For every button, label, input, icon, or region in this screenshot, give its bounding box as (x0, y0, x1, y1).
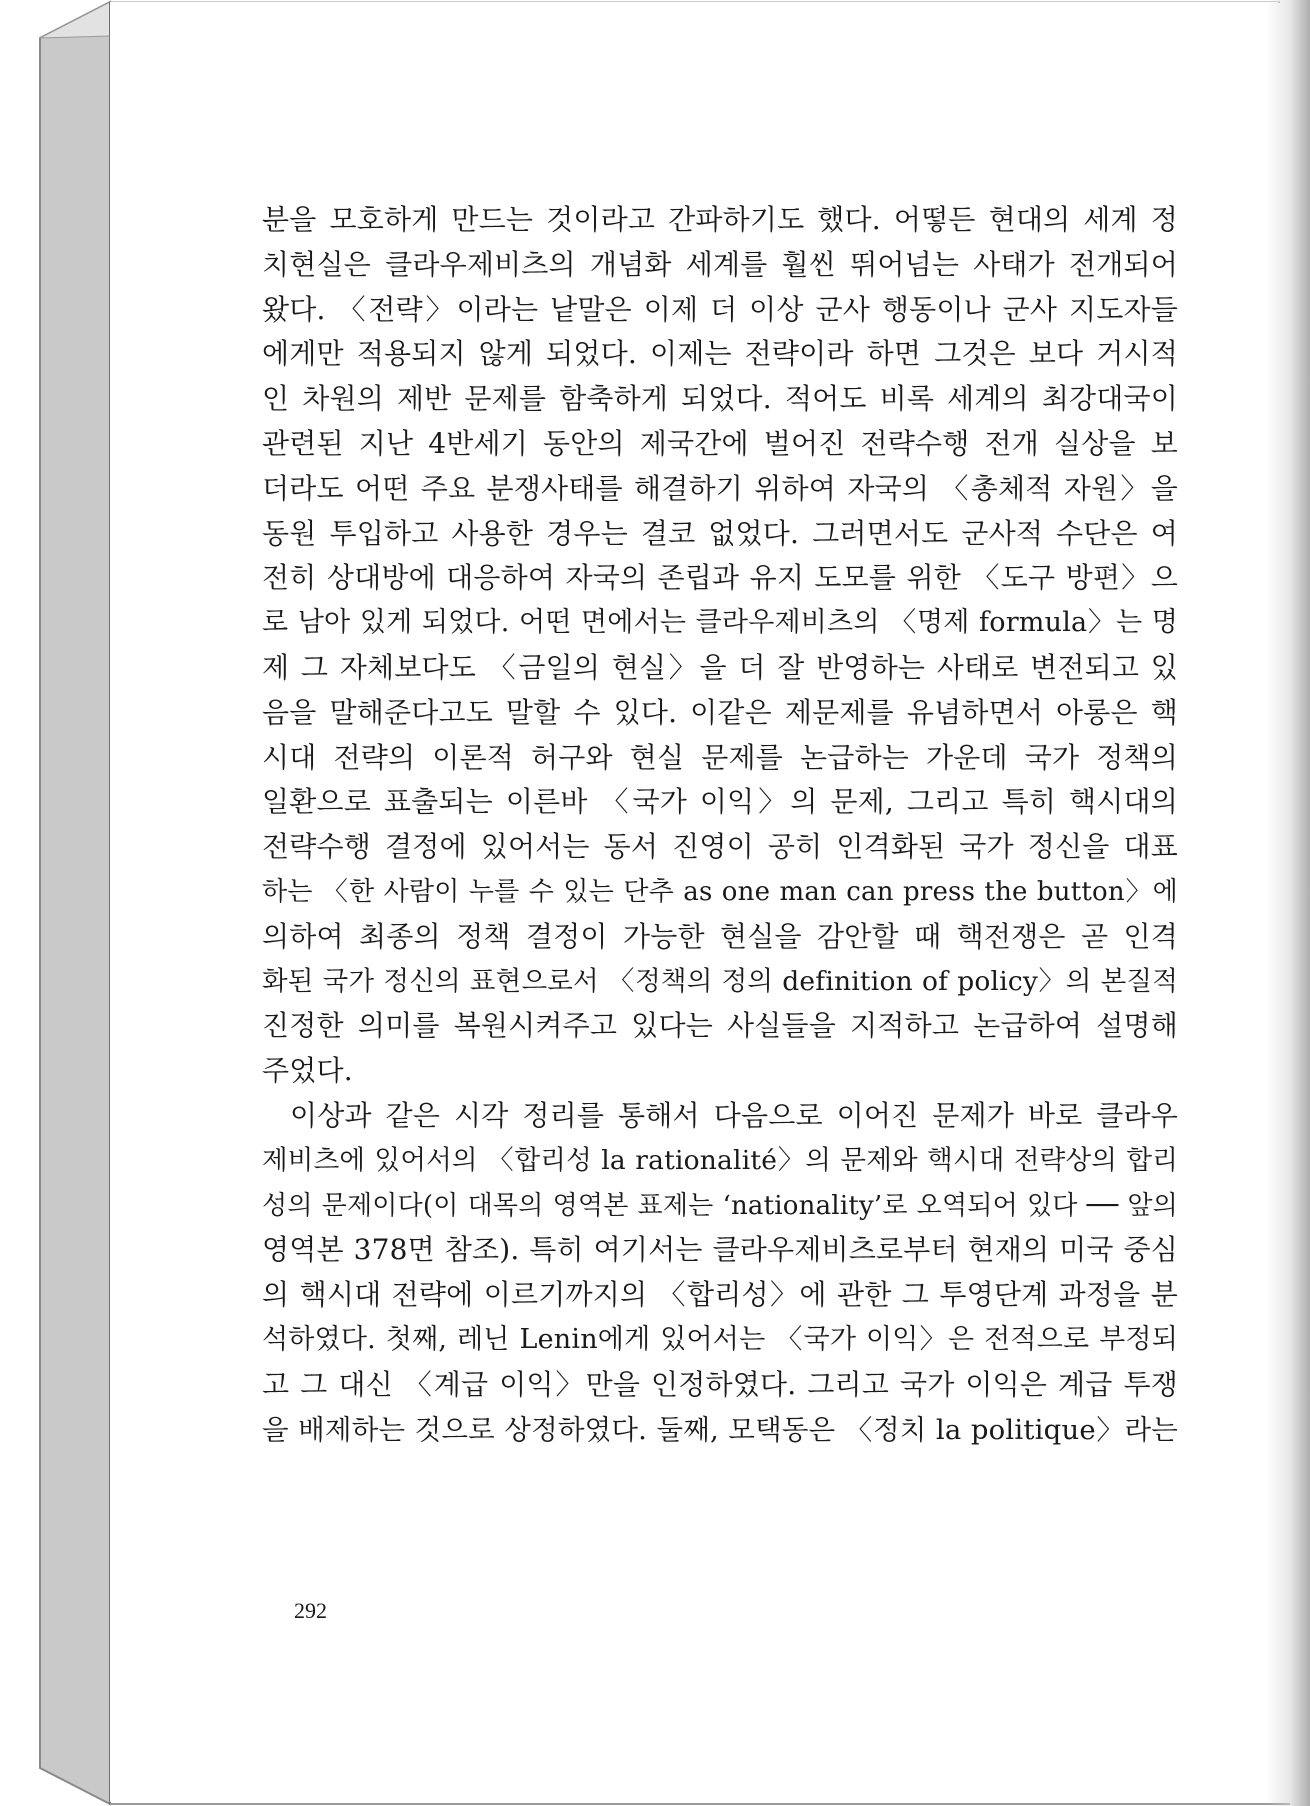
text-line: 진정한 의미를 복원시켜주고 있다는 사실들을 지적하고 논급하여 설명해 (262, 1009, 1178, 1043)
text-line: 고 그 대신 〈계급 이익〉만을 인정하였다. 그리고 국가 이익은 계급 투쟁 (262, 1367, 1178, 1401)
text-line: 이상과 같은 시각 정리를 통해서 다음으로 이어진 문제가 바로 클라우 (290, 1098, 1178, 1132)
text-line: 치현실은 클라우제비츠의 개념화 세계를 훨씬 뛰어넘는 사태가 전개되어 (262, 247, 1178, 281)
text-line: 관련된 지난 4반세기 동안의 제국간에 벌어진 전략수행 전개 실상을 보 (262, 426, 1178, 460)
text-line: 시대 전략의 이론적 허구와 현실 문제를 논급하는 가운데 국가 정책의 (262, 740, 1178, 774)
text-line: 을 배제하는 것으로 상정하였다. 둘째, 모택동은 〈정치 la politique〉라는 (262, 1413, 1178, 1446)
text-line: 하는 〈한 사람이 누를 수 있는 단추 as one man can press the button〉에 (262, 876, 1178, 907)
text-line: 음을 말해준다고도 말할 수 있다. 이같은 제문제를 유념하면서 아롱은 핵 (262, 695, 1178, 729)
text-line: 성의 문제이다(이 대목의 영역본 표제는 ‘nationality’로 오역되어 있다 ── 앞의 (262, 1190, 1178, 1221)
page-right-shadow (1266, 0, 1310, 1806)
text-line: 일환으로 표출되는 이른바 〈국가 이익〉의 문제, 그리고 특히 핵시대의 (262, 785, 1178, 819)
text-line: 제 그 자체보다도 〈금일의 현실〉을 더 잘 반영하는 사태로 변전되고 있 (262, 650, 1178, 684)
text-line: 분을 모호하게 만드는 것이라고 간파하기도 했다. 어떻든 현대의 세계 정 (262, 203, 1178, 236)
text-line: 동원 투입하고 사용한 경우는 결코 없었다. 그러면서도 군사적 수단은 여 (262, 516, 1178, 550)
text-line: 더라도 어떤 주요 분쟁사태를 해결하기 위하여 자국의 〈총체적 자원〉을 (262, 471, 1178, 505)
text-line: 영역본 378면 참조). 특히 여기서는 클라우제비츠로부터 현재의 미국 중심 (262, 1233, 1178, 1267)
text-line: 제비츠에 있어서의 〈합리성 la rationalité〉의 문제와 핵시대 전략상의 합리 (262, 1144, 1178, 1176)
text-line: 전히 상대방에 대응하여 자국의 존립과 유지 도모를 위한 〈도구 방편〉으 (262, 561, 1178, 595)
text-line: 전략수행 결정에 있어서는 동서 진영이 공히 인격화된 국가 정신을 대표 (262, 830, 1178, 864)
text-line: 의 핵시대 전략에 이르기까지의 〈합리성〉에 관한 그 투영단계 과정을 분 (262, 1278, 1178, 1312)
body-text (262, 198, 1178, 1452)
text-line: 로 남아 있게 되었다. 어떤 면에서는 클라우제비츠의 〈명제 formula〉는 명 (262, 607, 1178, 639)
text-line: 석하였다. 첫째, 레닌 Lenin에게 있어서는 〈국가 이익〉은 전적으로 부정되 (262, 1323, 1178, 1355)
text-line: 의하여 최종의 정책 결정이 가능한 현실을 감안할 때 핵전쟁은 곧 인격 (262, 919, 1178, 953)
book-spine-face (40, 2, 110, 1804)
text-line: 왔다. 〈전략〉이라는 낱말은 이제 더 이상 군사 행동이나 군사 지도자들 (262, 292, 1178, 326)
text-line: 주었다. (262, 1054, 353, 1088)
text-line: 에게만 적용되지 않게 되었다. 이제는 전략이라 하면 그것은 보다 거시적 (262, 337, 1178, 371)
text-line: 인 차원의 제반 문제를 함축하게 되었다. 적어도 비록 세계의 최강대국이 (262, 382, 1178, 416)
page-number: 292 (294, 1598, 327, 1623)
text-line: 화된 국가 정신의 표현으로서 〈정책의 정의 definition of policy〉의 본질적 (262, 965, 1178, 997)
